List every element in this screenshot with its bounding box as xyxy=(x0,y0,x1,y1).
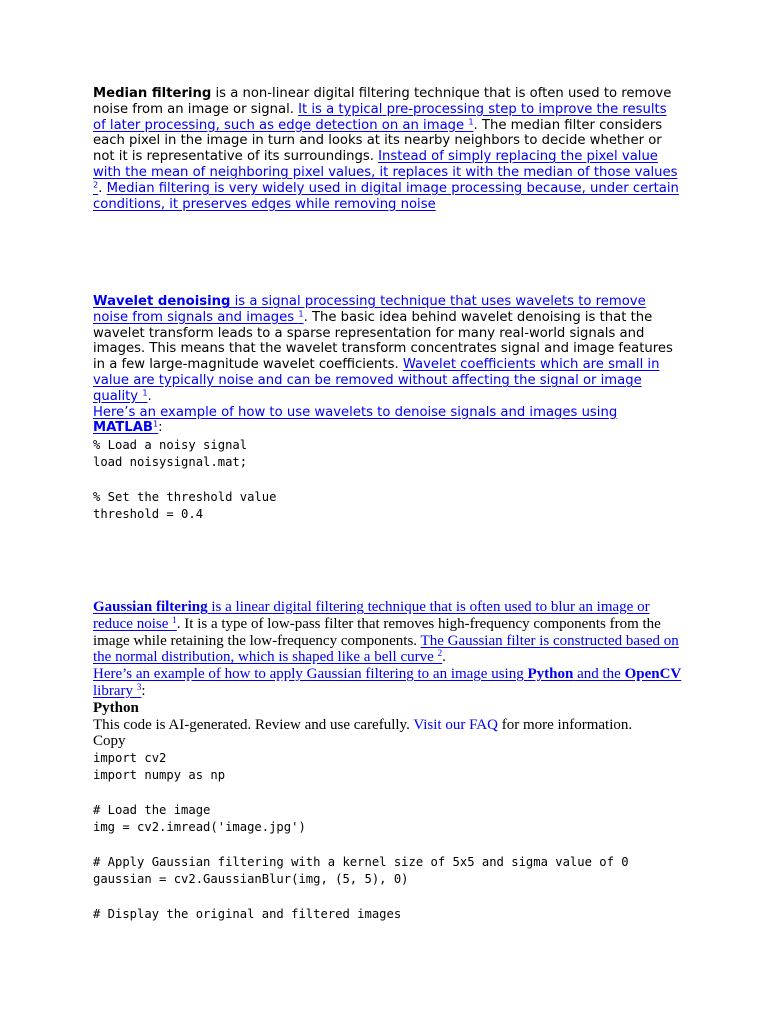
ai-notice xyxy=(93,717,683,734)
gaussian-ref-3[interactable]: 3 xyxy=(136,682,142,693)
median-filtering-section xyxy=(93,86,683,212)
median-link-3[interactable]: Median filtering is very widely used in digital image processing because, under certain conditions, it preserves edges while removing noise xyxy=(93,180,679,212)
median-text-2: . The median filter considers each pixel in the image in turn and looks at its nearby neighbors to decide whether or not it is representative of its surroundings. xyxy=(93,117,663,165)
opencv-label: OpenCV xyxy=(624,666,682,683)
wavelet-ref-2[interactable]: 1 xyxy=(142,387,148,398)
gaussian-ref-2[interactable]: 2 xyxy=(437,649,443,660)
matlab-label: MATLAB xyxy=(93,420,153,436)
wavelet-code-block: % Load a noisy signal load noisysignal.mat; % Set the threshold value threshold = 0.4 xyxy=(93,438,277,522)
wavelet-ref-1[interactable]: 1 xyxy=(298,308,304,319)
code-language-label: Python xyxy=(93,699,139,716)
wavelet-text-1: . The basic idea behind wavelet denoising is that the wavelet transform leads to a sparse representation for many real-world signals and images. This means that the wavelet transform concentrates signal and image features in a few large-magnitude wavelet coefficients. xyxy=(93,309,673,373)
ai-notice-text: This code is AI-generated. Review and use carefully. xyxy=(93,716,414,733)
median-text-1: is a non-linear digital filtering technique that is often used to remove noise from an image or signal. xyxy=(93,86,672,117)
ai-notice-end: for more information. xyxy=(497,716,633,733)
copy-button[interactable]: Copy xyxy=(93,733,126,750)
median-ref-2[interactable]: 2 xyxy=(93,179,99,190)
gaussian-text-1: . It is a type of low-pass filter that removes high-frequency components from the image while retaining the low-frequency components. xyxy=(93,615,661,649)
wavelet-ref-3[interactable]: 1 xyxy=(152,418,159,429)
median-link-2[interactable]: Instead of simply replacing the pixel value with the mean of neighboring pixel values, it replaces it with the median of those values $^2$ xyxy=(93,149,678,190)
python-label: Python xyxy=(527,666,574,683)
median-paragraph xyxy=(93,86,683,212)
wavelet-colon: : xyxy=(158,420,163,436)
gaussian-colon: : xyxy=(141,682,146,699)
wavelet-link-2[interactable]: Wavelet coefficients which are small in value are typically noise and can be removed without affecting the signal or image quality $^1$ xyxy=(93,357,660,404)
wavelet-denoising-section xyxy=(93,294,683,524)
wavelet-term-link[interactable]: Wavelet denoising is a signal processing technique that uses wavelets to remove noise from signals and images $^1$ xyxy=(93,294,646,325)
gaussian-code-block: import cv2 import numpy as np # Load the image img = cv2.imread('image.jpg') # Apply Gaussian filtering with a kernel size of 5x5 and sigma value of 0 gaussian = cv2.GaussianBlur(img, (5, 5), 0) # Display the original and filtered images xyxy=(93,751,629,921)
wavelet-text-2: . xyxy=(147,388,152,404)
gaussian-link-2[interactable]: The Gaussian filter is constructed based on the normal distribution, which is shaped like a bell curve $^2$ xyxy=(93,632,679,666)
faq-link[interactable]: Visit our FAQ xyxy=(413,716,498,733)
median-text-3: . xyxy=(98,180,107,196)
gaussian-term-link[interactable]: Gaussian filtering is a linear digital filtering technique that is often used to blur an image or reduce noise $^1$ xyxy=(93,599,650,632)
gaussian-ref-1[interactable]: 1 xyxy=(172,615,177,626)
wavelet-paragraph xyxy=(93,294,683,436)
gaussian-example-link[interactable]: Here’s an example of how to apply Gaussian filtering to an image using Python and the OpenCV library $^3$ xyxy=(93,666,682,699)
median-link-1[interactable]: It is a typical pre-processing step to improve the results of later processing, such as edge detection on an image $^1$ xyxy=(93,101,667,133)
gaussian-text-2: . xyxy=(442,649,446,666)
wavelet-example-link[interactable]: Here’s an example of how to use wavelets to denoise signals and images using MATLAB$^1$ xyxy=(93,404,618,436)
median-ref-1[interactable]: 1 xyxy=(468,116,474,127)
gaussian-paragraph xyxy=(93,599,683,700)
gaussian-filtering-section xyxy=(93,599,683,923)
median-term: Median filtering xyxy=(93,86,212,101)
